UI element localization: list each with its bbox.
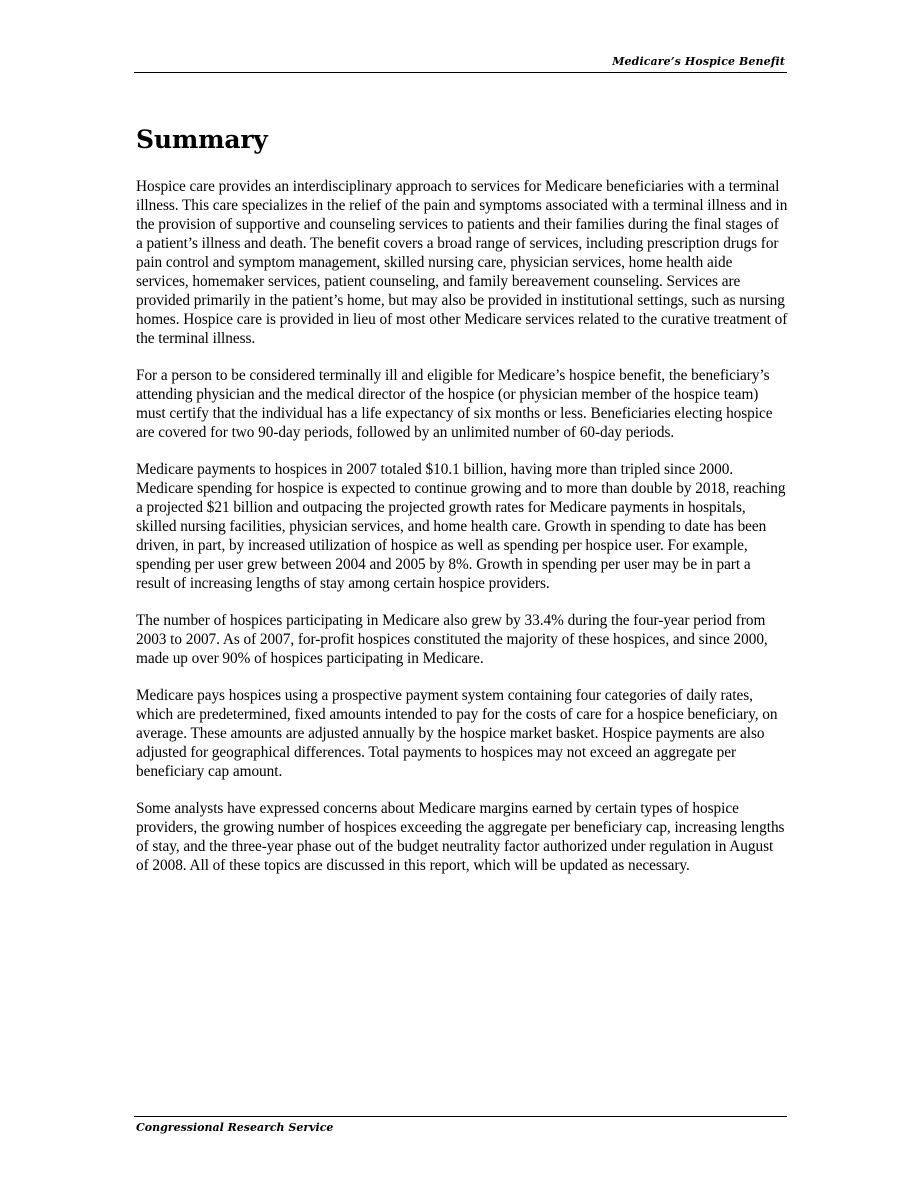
summary-body: [136, 177, 788, 893]
summary-paragraph: Some analysts have expressed concerns about Medicare margins earned by certain types of hospice providers, the growing number of hospices exceeding the aggregate per beneficiary cap, increasing lengths of stay, and the three-year phase out of the budget neutrality factor authorized under regulation in August of 2008. All of these topics are discussed in this report, which will be updated as necessary.: [136, 800, 785, 874]
summary-paragraph: For a person to be considered terminally ill and eligible for Medicare’s hospice benefit, the beneficiary’s attending physician and the medical director of the hospice (or physician member of the hospice team) must certify that the individual has a life expectancy of six months or less. Beneficiaries electing hospice are covered for two 90-day periods, followed by an unlimited number of 60-day periods.: [136, 367, 773, 441]
summary-paragraph: Hospice care provides an interdisciplinary approach to services for Medicare beneficiaries with a terminal illness. This care specializes in the relief of the pain and symptoms associated with a terminal illness and in the provision of supportive and counseling services to patients and their families during the final stages of a patient’s illness and death. The benefit covers a broad range of services, including prescription drugs for pain control and symptom management, skilled nursing care, physician services, home health aide services, homemaker services, patient counseling, and family bereavement counseling. Services are provided primarily in the patient’s home, but may also be provided in institutional settings, such as nursing homes. Hospice care is provided in lieu of most other Medicare services related to the curative treatment of the terminal illness.: [136, 178, 788, 347]
page-title: Summary: [136, 125, 268, 154]
running-header: [134, 54, 787, 73]
running-footer-title: Congressional Research Service: [136, 1121, 334, 1134]
running-footer: [134, 1116, 787, 1134]
summary-paragraph: Medicare pays hospices using a prospective payment system containing four categories of daily rates, which are predetermined, fixed amounts intended to pay for the costs of care for a hospice beneficiary, on average. These amounts are adjusted annually by the hospice market basket. Hospice payments are also adjusted for geographical differences. Total payments to hospices may not exceed an aggregate per beneficiary cap amount.: [136, 687, 778, 780]
summary-paragraph: The number of hospices participating in Medicare also grew by 33.4% during the four-year period from 2003 to 2007. As of 2007, for-profit hospices constituted the majority of these hospices, and since 2000, made up over 90% of hospices participating in Medicare.: [136, 612, 768, 667]
running-header-title: Medicare’s Hospice Benefit: [612, 55, 785, 68]
summary-paragraph: Medicare payments to hospices in 2007 totaled $10.1 billion, having more than tripled since 2000. Medicare spending for hospice is expected to continue growing and to more than double by 2018, reaching a projected $21 billion and outpacing the projected growth rates for Medicare payments in hospitals, skilled nursing facilities, physician services, and home health care. Growth in spending to date has been driven, in part, by increased utilization of hospice as well as spending per hospice user. For example, spending per user grew between 2004 and 2005 by 8%. Growth in spending per user may be in part a result of increasing lengths of stay among certain hospice providers.: [136, 461, 786, 592]
